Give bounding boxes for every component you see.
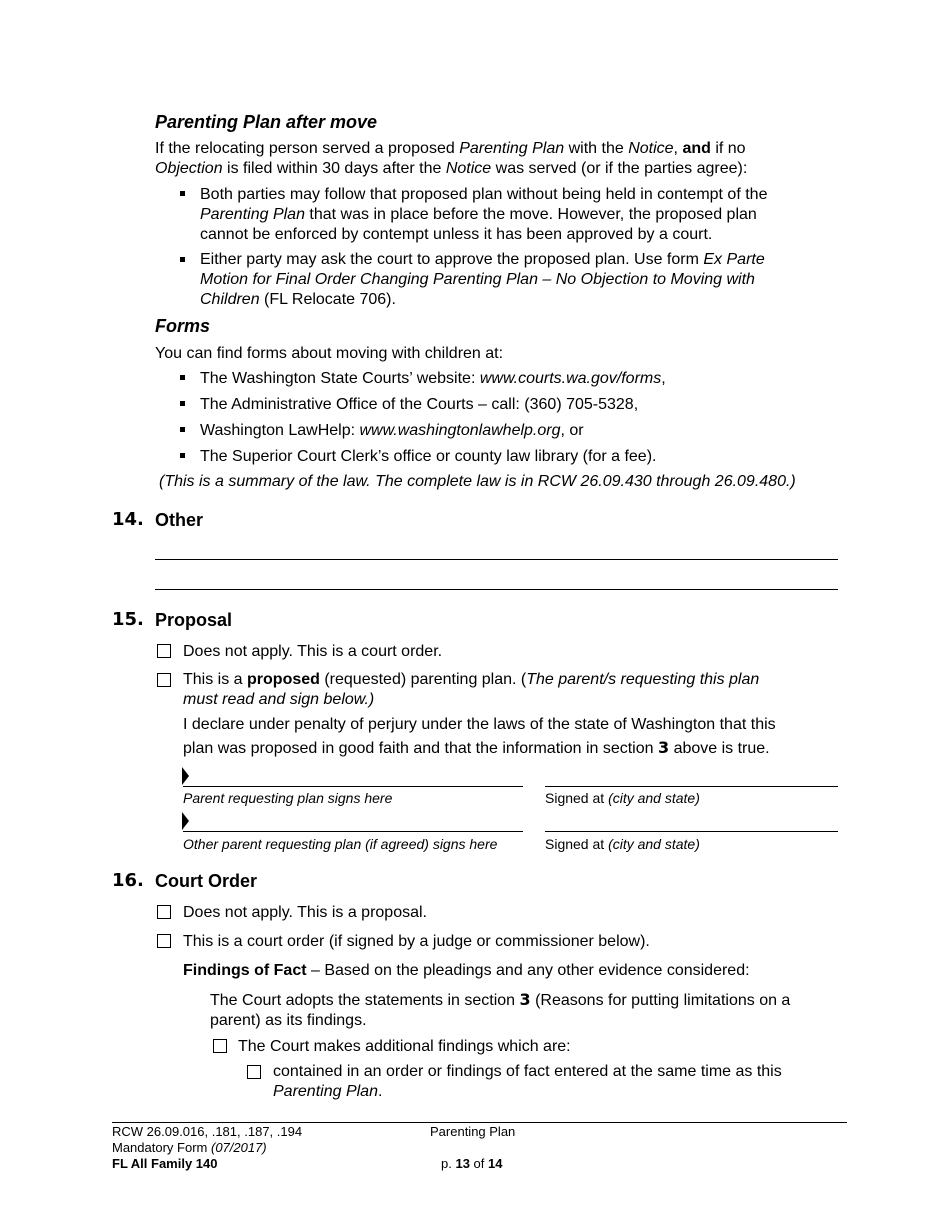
checkbox-contained-in-order[interactable]	[247, 1065, 261, 1079]
option-does-not-apply-proposal: Does not apply. This is a proposal.	[183, 904, 427, 921]
section-title-other: Other	[155, 510, 204, 530]
option-does-not-apply: Does not apply. This is a court order.	[183, 643, 443, 660]
section-title-court-order: Court Order	[155, 871, 258, 891]
findings-of-fact: Findings of Fact – Based on the pleadings and any other evidence considered:	[183, 962, 750, 979]
law-summary-note: (This is a summary of the law. The complete law is in RCW 26.09.430 through 26.09.480.)	[159, 473, 796, 490]
forms-item: The Administrative Office of the Courts – call: (360) 705-5328,	[200, 396, 639, 413]
section-heading-forms: Forms	[155, 316, 211, 336]
declaration-line-2: plan was proposed in good faith and that the information in section 3 above is true.	[183, 738, 770, 757]
parent-signature-line[interactable]	[183, 786, 523, 787]
lawhelp-link[interactable]: www.washingtonlawhelp.org	[359, 422, 561, 439]
checkbox-does-not-apply-proposal[interactable]	[157, 905, 171, 919]
option-proposed-plan-line-2: must read and sign below.)	[183, 691, 375, 708]
contained-line-2: Parenting Plan.	[273, 1083, 383, 1100]
signed-at-label-2: Signed at (city and state)	[545, 836, 700, 852]
checkbox-proposed-plan[interactable]	[157, 673, 171, 687]
checkbox-does-not-apply-court-order[interactable]	[157, 644, 171, 658]
intro-line-2: Objection is filed within 30 days after the Notice was served (or if the parties agree):	[155, 160, 748, 177]
forms-item: The Washington State Courts’ website: www.courts.wa.gov/forms,	[200, 370, 666, 387]
checkbox-court-order[interactable]	[157, 934, 171, 948]
signed-at-label: Signed at (city and state)	[545, 790, 700, 806]
bullet-icon	[180, 375, 185, 380]
bullet-1-line-2: Parenting Plan that was in place before the move. However, the proposed plan	[200, 206, 757, 223]
declaration-line-1: I declare under penalty of perjury under the laws of the state of Washington that this	[183, 716, 776, 733]
court-adopts-line-1: The Court adopts the statements in section 3 (Reasons for putting limitations on a	[210, 990, 791, 1009]
other-blank-line-2[interactable]	[155, 589, 838, 590]
sign-here-arrow-icon	[182, 767, 189, 785]
checkbox-additional-findings[interactable]	[213, 1039, 227, 1053]
bullet-icon	[180, 401, 185, 406]
bullet-icon	[180, 191, 185, 196]
parent-signature-label: Parent requesting plan signs here	[183, 790, 393, 806]
footer-divider	[112, 1122, 847, 1123]
contained-line-1: contained in an order or findings of fact entered at the same time as this	[273, 1063, 782, 1080]
footer-form-id: FL All Family 140	[112, 1156, 218, 1171]
footer-page-number: p. 13 of 14	[441, 1156, 503, 1171]
other-parent-signature-label: Other parent requesting plan (if agreed) signs here	[183, 836, 498, 852]
section-number: 14.	[112, 509, 144, 530]
bullet-icon	[180, 453, 185, 458]
court-adopts-line-2: parent) as its findings.	[210, 1012, 367, 1029]
intro-line-1: If the relocating person served a proposed Parenting Plan with the Notice, and if no	[155, 140, 746, 157]
signed-at-line-2[interactable]	[545, 831, 838, 832]
courts-website-link[interactable]: www.courts.wa.gov/forms	[479, 370, 662, 387]
forms-intro: You can find forms about moving with children at:	[155, 345, 504, 362]
sign-here-arrow-icon	[182, 812, 189, 830]
bullet-icon	[180, 257, 185, 262]
section-heading-plan-after-move: Parenting Plan after move	[155, 112, 378, 132]
section-number: 16.	[112, 870, 144, 891]
additional-findings: The Court makes additional findings which are:	[238, 1038, 571, 1055]
footer-doc-title: Parenting Plan	[430, 1124, 516, 1139]
option-proposed-plan: This is a proposed (requested) parenting plan. (The parent/s requesting this plan	[183, 671, 760, 688]
forms-item: Washington LawHelp: www.washingtonlawhelp.org, or	[200, 422, 584, 439]
bullet-2-line-3: Children (FL Relocate 706).	[200, 291, 396, 308]
bullet-2-line-2: Motion for Final Order Changing Parenting Plan – No Objection to Moving with	[200, 271, 755, 288]
footer-rcw: RCW 26.09.016, .181, .187, .194	[112, 1124, 303, 1139]
other-parent-signature-line[interactable]	[183, 831, 523, 832]
bullet-1-line-3: cannot be enforced by contempt unless it has been approved by a court.	[200, 226, 713, 243]
option-court-order: This is a court order (if signed by a judge or commissioner below).	[183, 933, 650, 950]
footer-mandatory-form: Mandatory Form (07/2017)	[112, 1140, 267, 1155]
forms-item: The Superior Court Clerk’s office or county law library (for a fee).	[200, 448, 657, 465]
section-title-proposal: Proposal	[155, 610, 233, 630]
bullet-2-line-1: Either party may ask the court to approve the proposed plan. Use form Ex Parte	[200, 251, 765, 268]
section-number: 15.	[112, 609, 144, 630]
other-blank-line-1[interactable]	[155, 559, 838, 560]
bullet-1-line-1: Both parties may follow that proposed plan without being held in contempt of the	[200, 186, 768, 203]
signed-at-line[interactable]	[545, 786, 838, 787]
bullet-icon	[180, 427, 185, 432]
